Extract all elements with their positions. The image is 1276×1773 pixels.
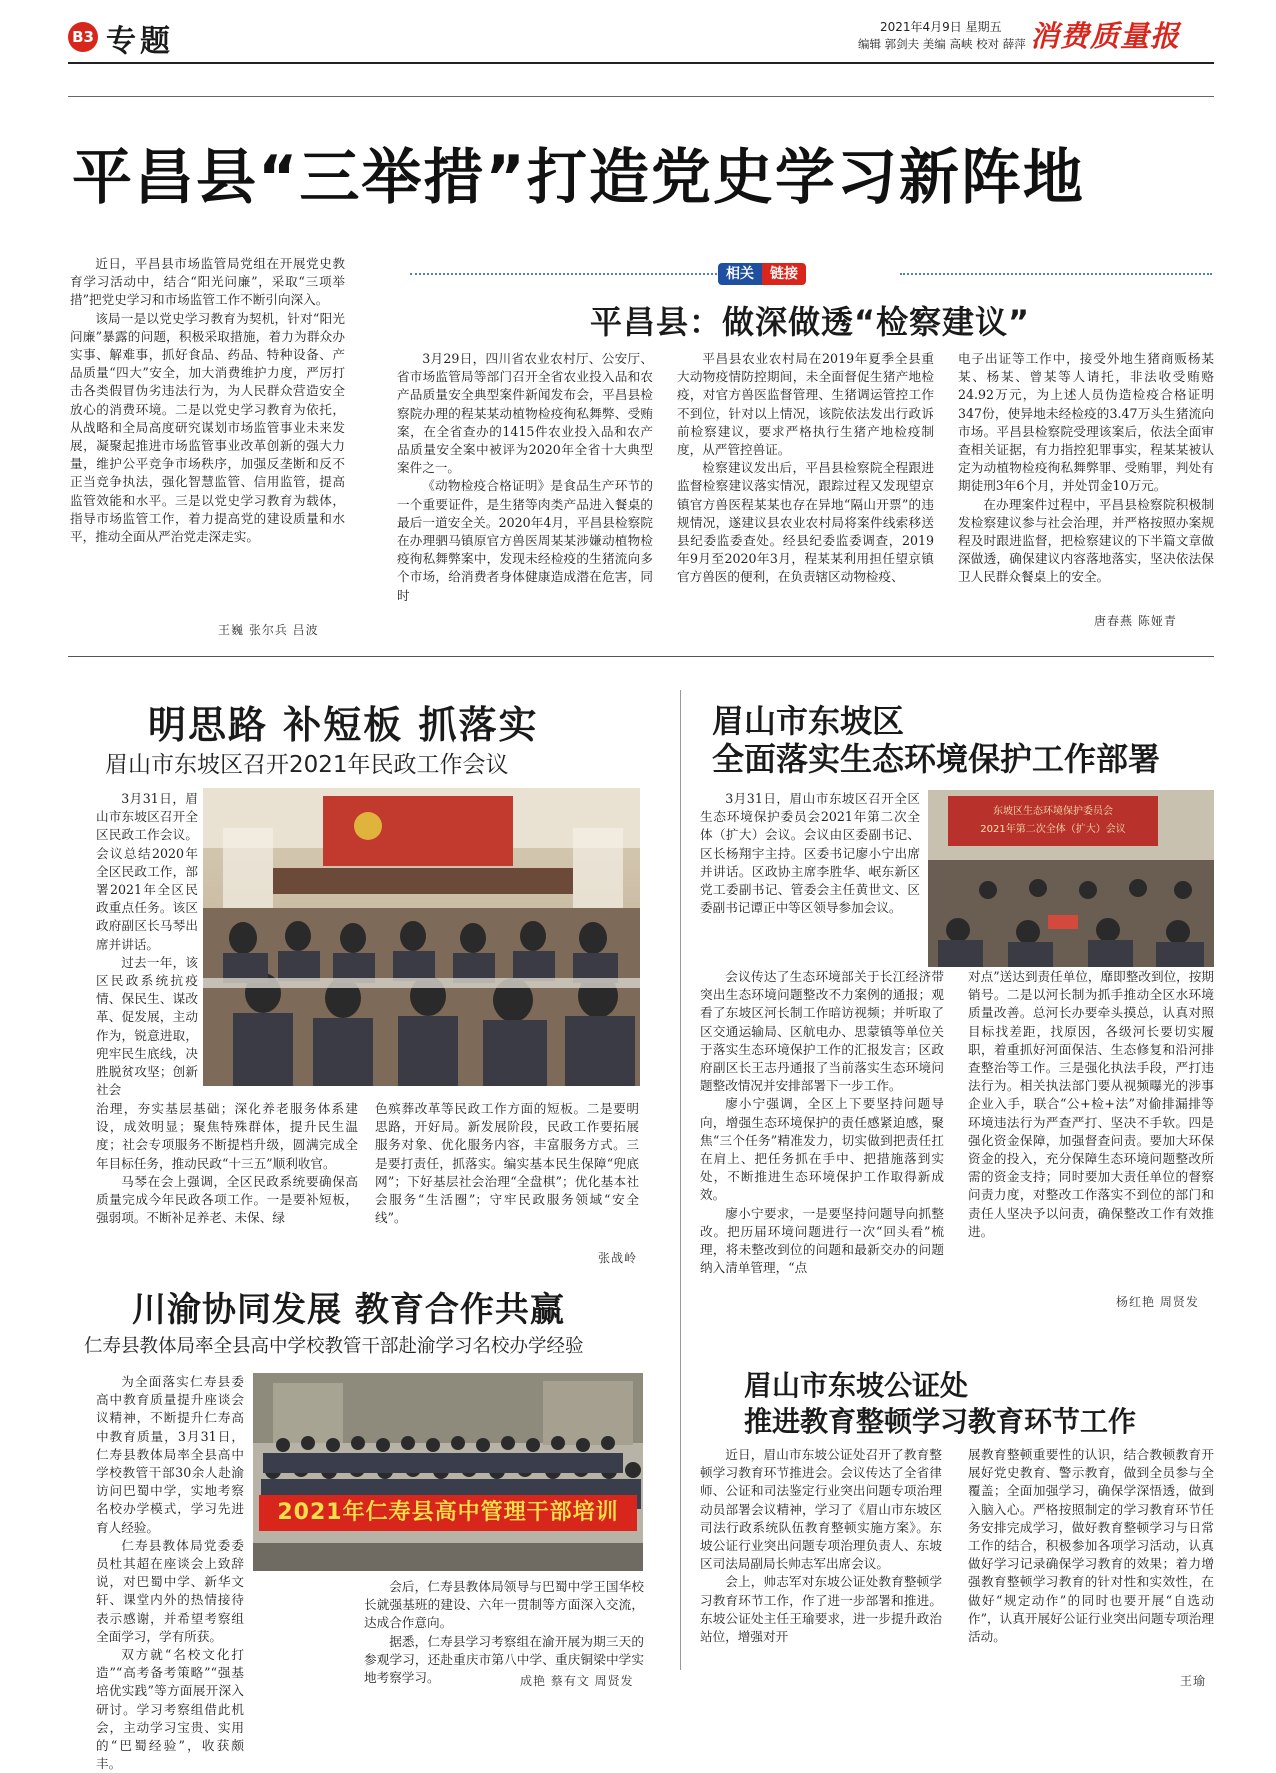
civil-meeting-photo [203, 788, 640, 1086]
edu-paragraph: 双方就“名校文化打造”“高考备考策略”“强基培优实践”等方面展开深入研讨。学习考察组借此机会，主动学习宝贵、实用的“巴蜀经验”，收获颇丰。 [96, 1647, 244, 1772]
edu-subheadline: 仁寿县教体局率全县高中学校教管干部赴渝学习名校办学经验 [84, 1336, 584, 1357]
eco-headline-line2: 全面落实生态环境保护工作部署 [712, 740, 1161, 778]
related-paragraph: 3月29日，四川省农业农村厅、公安厅、省市场监管局等部门召开全省农业投入品和农产品质量安全典型案件新闻发布会，平昌县检察院办理的程某某动植物检疫徇私舞弊、受贿案，在全省查办的1415件农业投入品和农产品质量安全案中被评为2020年全省十大典型案件之一。 [397, 351, 653, 476]
lead-paragraph: 近日，平昌县市场监管局党组在开展党史教育学习活动中，结合“阳光问廉”，采取“三项举措”把党史学习和市场监管工作不断引向深入。 [70, 256, 345, 308]
header-rule [68, 62, 1214, 64]
editor-credits: 编辑 郭剑夫 美编 高峡 校对 薛萍 [858, 37, 1026, 51]
related-column-3 [958, 350, 1214, 608]
edu-paragraph: 仁寿县教体局党委委员杜其超在座谈会上致辞说，对巴蜀中学、新华文轩、课堂内外的热情接待表示感谢，并希望考察组全面学习，学有所获。 [96, 1537, 244, 1644]
eco-narrow-column [700, 790, 920, 968]
civil-paragraph: 治理，夯实基层基础；深化养老服务体系建设，成效明显；聚焦特殊群体，提升民生温度；社会专项服务不断提档升级，圆满完成全年目标任务，推动民政“十三五”顺利收官。 [96, 1101, 358, 1171]
edu-byline: 成艳 蔡有文 周贤发 [520, 1674, 634, 1688]
civil-paragraph: 过去一年，该区民政系统抗疫情、保民生、谋改革、促发展，主动作为，锐意进取，兜牢民生底线，决胜脱贫攻坚；创新社会 [96, 954, 198, 1098]
edu-narrow-column [96, 1373, 244, 1772]
civil-wide-column-2 [375, 1100, 639, 1240]
section-divider [68, 656, 1214, 657]
civil-paragraph: 马琴在会上强调，全区民政系统要确保高质量完成今年民政各项工作。一是要补短板，强弱项。不断补足养老、未保、绿 [96, 1173, 358, 1226]
related-headline: 平昌县：做深做透“检察建议” [590, 303, 1031, 341]
notary-headline-line2: 推进教育整顿学习教育环节工作 [744, 1405, 1137, 1438]
edu-headline: 川渝协同发展 教育合作共赢 [132, 1290, 565, 1330]
notary-column-b [968, 1446, 1214, 1668]
related-paragraph: 检察建议发出后，平昌县检察院全程跟进监督检察建议落实情况，跟踪过程又发现望京镇官方兽医程某某也存在异地“隔山开票”的违规情况，遂建议县农业农村局将案件线索移送县纪委监委查处。经县纪委监委调查，2019年9月至2020年3月，程某某利用担任望京镇官方兽医的便利，在负责辖区动物检疫、 [677, 460, 934, 585]
related-paragraph: 在办理案件过程中，平昌县检察院积极制发检察建议参与社会治理，并严格按照办案规程及时跟进监督，把检察建议的下半篇文章做深做透，确保建议内容落地落实，坚决依法保卫人民群众餐桌上的安全。 [958, 496, 1214, 585]
notary-paragraph: 展教育整顿重要性的认识，结合教顿教育开展好党史教育、警示教育，做到全员参与全覆盖；全面加强学习，确保学深悟透，做到入脑入心。严格按照制定的学习教育环节任务安排完成学习，做好教育整顿学习与日常工作的结合，积极参加各项学习活动，认真做好学习记录确保学习教育的效果；着力增强教育整顿学习教育的针对性和实效性，在做好“规定动作”的同时也要开展“自选动作”，认真开展好公证行业突出问题专项治理活动。 [968, 1447, 1214, 1645]
eco-paragraph: 廖小宁强调，全区上下要坚持问题导向，增强生态环境保护的责任感紧迫感，聚焦“三个任务”精准发力，切实做到把责任扛在肩上、把任务抓在手中、把措施落到实处，不断推进生态环境保护工作取得新成效。 [700, 1096, 944, 1203]
group-photo-image [253, 1373, 643, 1571]
eco-paragraph: 廖小宁要求，一是要坚持问题导向抓整改。把历届环境问题进行一次“回头看”梳理，将未整改到位的问题和最新交办的问题纳入清单管理，“点 [700, 1205, 944, 1276]
civil-paragraph: 3月31日，眉山市东坡区召开全区民政工作会议。会议总结2020年全区民政工作，部署2021年全区民政重点任务。该区政府副区长马琴出席并讲话。 [96, 791, 198, 952]
notary-column-a [700, 1446, 942, 1690]
civil-subheadline: 眉山市东坡区召开2021年民政工作会议 [105, 752, 509, 778]
eco-column-b [968, 968, 1214, 1290]
eco-meeting-photo [928, 790, 1214, 967]
edu-paragraph: 会后，仁寿县教体局领导与巴蜀中学王国华校长就强基班的建设、六年一贯制等方面深入交流，达成合作意向。 [364, 1579, 644, 1631]
notary-paragraph: 会上，帅志军对东坡公证处教育整顿学习教育环节工作，作了进一步部署和推进。东坡公证处主任王瑜要求，进一步提升政治站位，增强对开 [700, 1574, 942, 1645]
eco-column-a [700, 968, 944, 1314]
section-title: 专题 [106, 24, 174, 59]
civil-narrow-column [96, 790, 198, 1096]
eco-paragraph: 对点”送达到责任单位，靡即整改到位，按期销号。二是以河长制为抓手推动全区水环境质量改善。总河长办要牵头摸总，认真对照目标找差距，找原因，各级河长要切实履职，着重抓好河面保洁、生态修复和沿河排查整治等工作。三是强化执法手段，严打违法行为。相关执法部门要从视频曝光的涉事企业入手，联合“公+检+法”对偷排漏排等环境违法行为严查严打、坚决不手软。四是强化资金保障，加强督查问责。要加大环保资金的投入，充分保障生态环境问题整改所需的资金支持；同时要加大责任单位的督察问责力度，对整改工作落实不到位的部门和责任人坚决予以问责，确保整改工作有效推进。 [968, 969, 1214, 1239]
notary-headline-line1: 眉山市东坡公证处 [744, 1369, 969, 1402]
notary-paragraph: 近日，眉山市东坡公证处召开了教育整顿学习教育环节推进会。会议传达了全省律师、公证和司法鉴定行业突出问题专项治理动员部署会议精神，学习了《眉山市东坡区司法行政系统队伍教育整顿实施方案》。东坡公证行业突出问题专项治理负责人、东坡区司法局副局长帅志军出席会议。 [700, 1447, 942, 1572]
notary-byline: 王瑜 [1180, 1674, 1207, 1688]
newspaper-masthead: 消费质量报 [1030, 19, 1181, 53]
related-paragraph: 平昌县农业农村局在2019年夏季全县重大动物疫情防控期间，未全面督促生猪产地检疫，对官方兽医监督管理、生猪调运管控工作不到位，针对以上情况，该院依法发出行政诉前检察建议，要求严格执行生猪产地检疫制度，从严管控兽证。 [677, 351, 934, 458]
related-tag-b: 链接 [762, 263, 806, 285]
edu-paragraph: 为全面落实仁寿县委高中教育质量提升座谈会议精神，不断提升仁寿高中教育质量，3月31日，仁寿县教体局率全县高中学校教管干部30余人赴渝访问巴蜀中学，实地考察名校办学模式，学习先进育人经验。 [96, 1374, 244, 1535]
edu-photo-banner: 2021年仁寿县高中管理干部培训 [259, 1495, 637, 1531]
related-column-1 [397, 350, 653, 632]
edu-paragraph: 据悉，仁寿县学习考察组在渝开展为期三天的参观学习，还赴重庆市第八中学、重庆铜梁中学实地考察学习。 [364, 1633, 644, 1686]
edu-group-photo [253, 1373, 643, 1571]
civil-headline: 明思路 补短板 抓落实 [148, 703, 539, 747]
page-number-badge: B3 [68, 22, 98, 52]
eco-photo-banner-2: 2021年第二次全体（扩大）会议 [980, 824, 1126, 835]
issue-date: 2021年4月9日 星期五 [880, 20, 1002, 34]
header-rule-top [68, 96, 1214, 97]
lead-article-body [70, 255, 345, 615]
related-paragraph: 电子出证等工作中，接受外地生猪商贩杨某某、杨某、曾某等人请托，非法收受贿赂24.92万元，为上述人员伪造检疫合格证明347份，使异地未经检疫的3.47万头生猪流向市场。平昌县检察院受理该案后，依法全面审查相关证据，有力指控犯罪事实，程某某被认定为动植物检疫徇私舞弊罪、受贿罪，判处有期徒刑3年6个月，并处罚金10万元。 [958, 351, 1214, 494]
civil-paragraph: 色殡葬改革等民政工作方面的短板。二是要明思路，开好局。新发展阶段，民政工作要拓展服务对象、优化服务内容，丰富服务方式。三是要打责任，抓落实。编实基本民生保障“兜底网”；下好基层社会治理“全盘棋”；优化基本社会服务“生活圈”；守牢民政服务领域“安全线”。 [375, 1101, 639, 1226]
related-dotted-rule [900, 273, 1212, 275]
related-tag [718, 263, 806, 285]
column-divider [680, 690, 681, 1670]
civil-wide-column-1 [96, 1100, 358, 1270]
eco-paragraph: 3月31日，眉山市东坡区召开全区生态环境保护委员会2021年第二次全体（扩大）会议。会议由区委副书记、区长杨翔宇主持。区委书记廖小宁出席并讲话。区政协主席李胜华、岷东新区党工委副书记、管委会主任黄世文、区委副书记谭正中等区领导参加会议。 [700, 791, 920, 916]
related-byline: 唐春燕 陈娅青 [1094, 614, 1177, 628]
lead-paragraph: 该局一是以党史学习教育为契机，针对“阳光问廉”暴露的问题，积极采取措施，着力为群众办实事、解难事，抓好食品、药品、特种设备、产品质量“四大”安全，加大消费维护力度，严厉打击各类假冒伪劣违法行为，为人民群众营造安全放心的消费环境。二是以党史学习教育为依托，从战略和全局高度研究谋划市场监管事业未来发展，凝聚起推进市场监管事业改革创新的强大力量，维护公平竞争市场秩序，加强反垄断和反不正当竞争执法，强化智慧监管、信用监管，提高监管效能和水平。三是以党史学习教育为载体，指导市场监管工作，着力提高党的建设质量和水平，推动全面从严治党走深走实。 [70, 310, 345, 545]
lead-byline: 王巍 张尔兵 吕波 [218, 623, 319, 637]
related-paragraph: 《动物检疫合格证明》是食品生产环节的一个重要证件，是生猪等肉类产品进入餐桌的最后一道安全关。2020年4月，平昌县检察院在办理驷马镇原官方兽医周某某涉嫌动植物检疫徇私舞弊案中，发现未经检疫的生猪流向多个市场，给消费者身体健康造成潜在危害，同时 [397, 478, 653, 603]
lead-headline: 平昌县“三举措”打造党史学习新阵地 [72, 143, 1085, 213]
meeting-photo-image [203, 788, 640, 1086]
related-tag-a: 相关 [718, 263, 762, 285]
related-dotted-rule [410, 273, 717, 275]
eco-byline: 杨红艳 周贤发 [1116, 1295, 1199, 1309]
related-column-2 [677, 350, 934, 632]
eco-paragraph: 会议传达了生态环境部关于长江经济带突出生态环境问题整改不力案例的通报；观看了东坡区河长制工作暗访视频；并听取了区交通运输局、区航电办、思蒙镇等单位关于落实生态环境保护工作的汇报发言；区政府副区长王志丹通报了当前落实生态环境问题整改情况并安排部署下一步工作。 [700, 969, 944, 1094]
eco-headline-line1: 眉山市东坡区 [712, 702, 905, 740]
eco-photo-banner: 东坡区生态环境保护委员会 [993, 806, 1113, 817]
civil-byline: 张战岭 [598, 1251, 638, 1265]
